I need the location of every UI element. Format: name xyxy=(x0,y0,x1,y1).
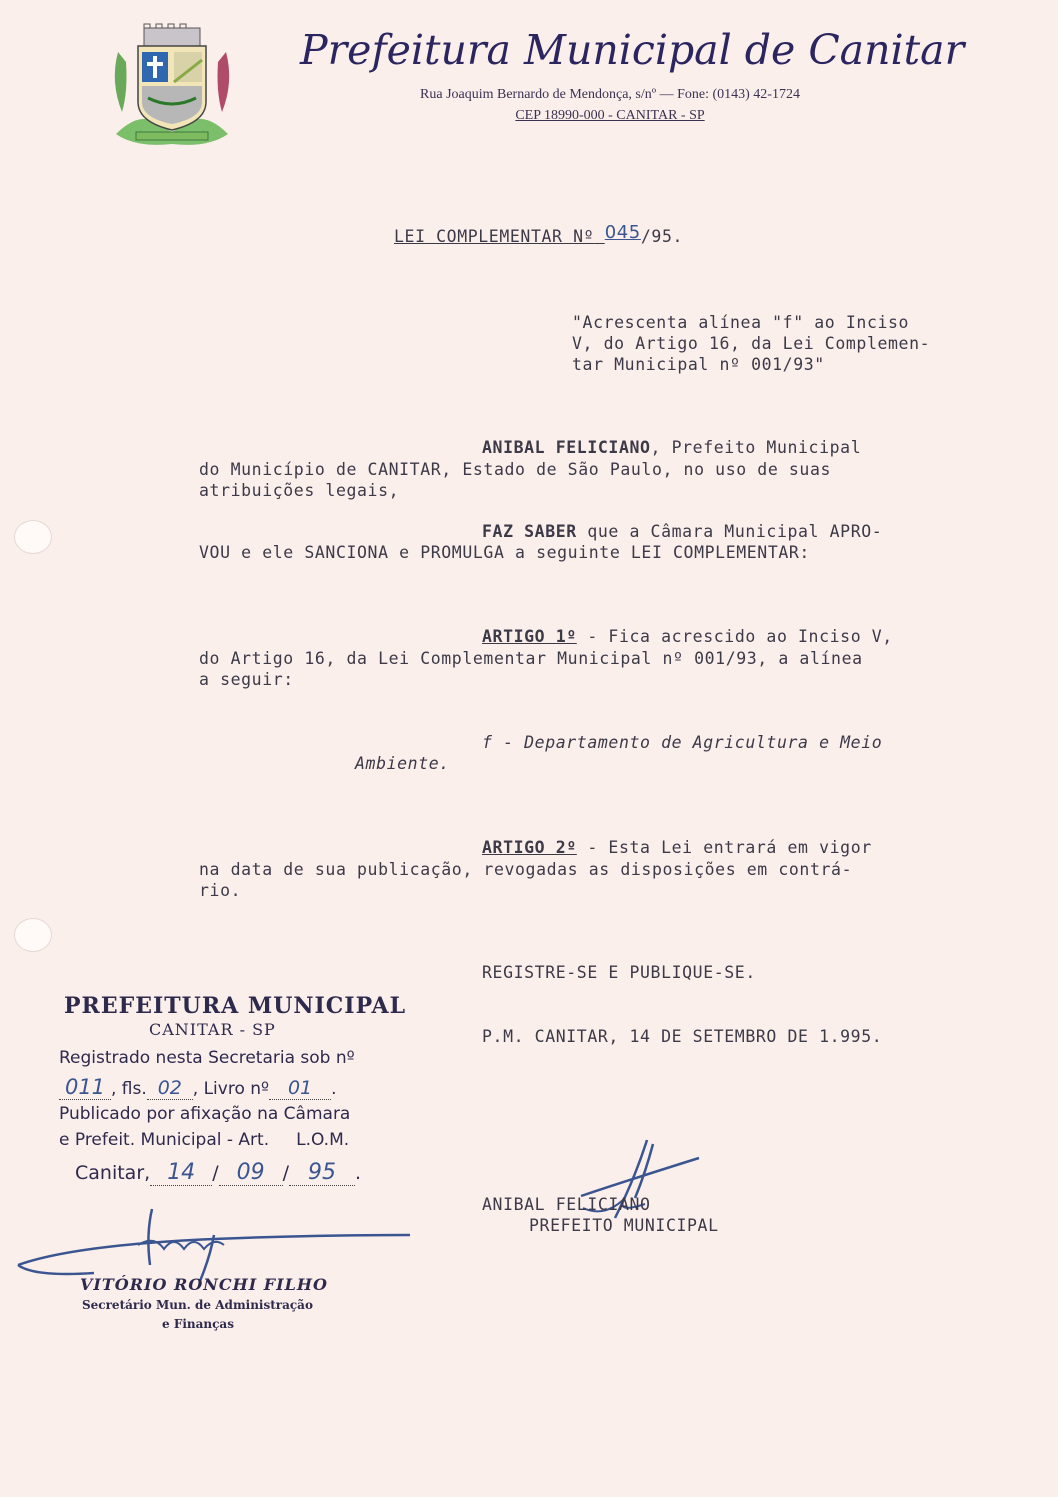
art1-label: ARTIGO 1º xyxy=(482,627,577,646)
stamp-city: CANITAR - SP xyxy=(149,1020,276,1039)
p1-first-line xyxy=(482,438,861,457)
law-number: 045 xyxy=(604,222,641,243)
municipal-crest-icon xyxy=(108,22,236,150)
stamp-published-1: Publicado por afixação na Câmara xyxy=(59,1104,351,1124)
stamp-livro-label: , Livro nº xyxy=(192,1079,270,1099)
faz-saber: FAZ SABER xyxy=(482,522,577,541)
stamp-end: . xyxy=(331,1079,337,1099)
stamp-fls: 02 xyxy=(147,1077,193,1100)
stamp-livro: 01 xyxy=(269,1077,331,1100)
stamp-number: 011 xyxy=(59,1075,111,1100)
art1-first-line xyxy=(482,627,893,646)
punch-hole-top xyxy=(14,520,52,554)
stamp-sep: / xyxy=(282,1162,289,1184)
art2-line: rio. xyxy=(199,881,242,900)
stamp-published-2: e Prefeit. Municipal - Art. L.O.M. xyxy=(59,1130,350,1150)
signature-role: PREFEITO MUNICIPAL xyxy=(529,1216,719,1235)
art1-line: a seguir: xyxy=(199,670,294,689)
punch-hole-bottom xyxy=(14,918,52,952)
signature-name: ANIBAL FELICIANO xyxy=(482,1195,651,1214)
mayor-name: ANIBAL FELICIANO xyxy=(482,438,651,457)
art2-label: ARTIGO 2º xyxy=(482,838,577,857)
header-title: Prefeitura Municipal de Canitar xyxy=(300,26,965,74)
art1-line: do Artigo 16, da Lei Complementar Municipal nº 001/93, a alínea xyxy=(199,649,863,668)
law-title-prefix: LEI COMPLEMENTAR Nº xyxy=(394,227,595,246)
header-address: Rua Joaquim Bernardo de Mendonça, s/nº — Fone: (0143) 42-1724 xyxy=(420,87,800,102)
header-cep xyxy=(300,108,920,124)
stamp-year: 95 xyxy=(289,1160,355,1186)
stamp-day: 14 xyxy=(150,1160,212,1186)
stamp-register-line xyxy=(59,1075,336,1100)
stamp-end: . xyxy=(355,1162,362,1184)
stamp-fls-label: , fls. xyxy=(111,1079,147,1099)
ementa-line: V, do Artigo 16, da Lei Complemen- xyxy=(572,334,931,353)
alinea-line-2: Ambiente. xyxy=(355,754,450,773)
ementa-line: tar Municipal nº 001/93" xyxy=(572,355,825,374)
art2-first-line xyxy=(482,838,872,857)
registre-publique: REGISTRE-SE E PUBLIQUE-SE. xyxy=(482,963,756,982)
ementa-line: "Acrescenta alínea "f" ao Inciso xyxy=(572,313,910,332)
stamp-date-line xyxy=(75,1160,361,1186)
p1-body xyxy=(199,459,831,501)
p1-line: atribuições legais, xyxy=(199,481,400,500)
header-cep-text: CEP 18990-000 - CANITAR - SP xyxy=(515,108,705,123)
place-date: P.M. CANITAR, 14 DE SETEMBRO DE 1.995. xyxy=(482,1027,883,1046)
stamp-signer-role-2: e Finanças xyxy=(162,1317,234,1331)
art1-rest: - Fica acrescido ao Inciso V, xyxy=(576,627,893,646)
p2-rest: que a Câmara Municipal APRO- xyxy=(576,522,883,541)
alinea-line-1: f - Departamento de Agricultura e Meio xyxy=(482,733,883,752)
p2-line: VOU e ele SANCIONA e PROMULGA a seguinte LEI COMPLEMENTAR: xyxy=(199,543,810,562)
art2-rest: - Esta Lei entrará em vigor xyxy=(576,838,872,857)
law-ementa xyxy=(572,312,930,375)
law-title xyxy=(394,222,684,247)
secretary-signature-icon xyxy=(14,1205,414,1285)
law-year: /95. xyxy=(640,227,684,246)
art1-body xyxy=(199,648,863,690)
stamp-city-label: Canitar, xyxy=(75,1162,151,1184)
p2-first-line xyxy=(482,522,882,541)
stamp-registered: Registrado nesta Secretaria sob nº xyxy=(59,1048,355,1068)
stamp-sep: / xyxy=(212,1162,219,1184)
art2-body xyxy=(199,859,852,901)
art2-line: na data de sua publicação, revogadas as disposições em contrá- xyxy=(199,860,853,879)
mayor-signature-icon xyxy=(575,1138,705,1228)
stamp-title: PREFEITURA MUNICIPAL xyxy=(64,993,407,1019)
p1-line: do Município de CANITAR, Estado de São Paulo, no uso de suas xyxy=(199,460,832,479)
stamp-signer: VITÓRIO RONCHI FILHO xyxy=(80,1275,328,1294)
stamp-month: 09 xyxy=(219,1160,283,1186)
p1-rest: , Prefeito Municipal xyxy=(650,438,862,457)
stamp-signer-role-1: Secretário Mun. de Administração xyxy=(82,1298,313,1312)
